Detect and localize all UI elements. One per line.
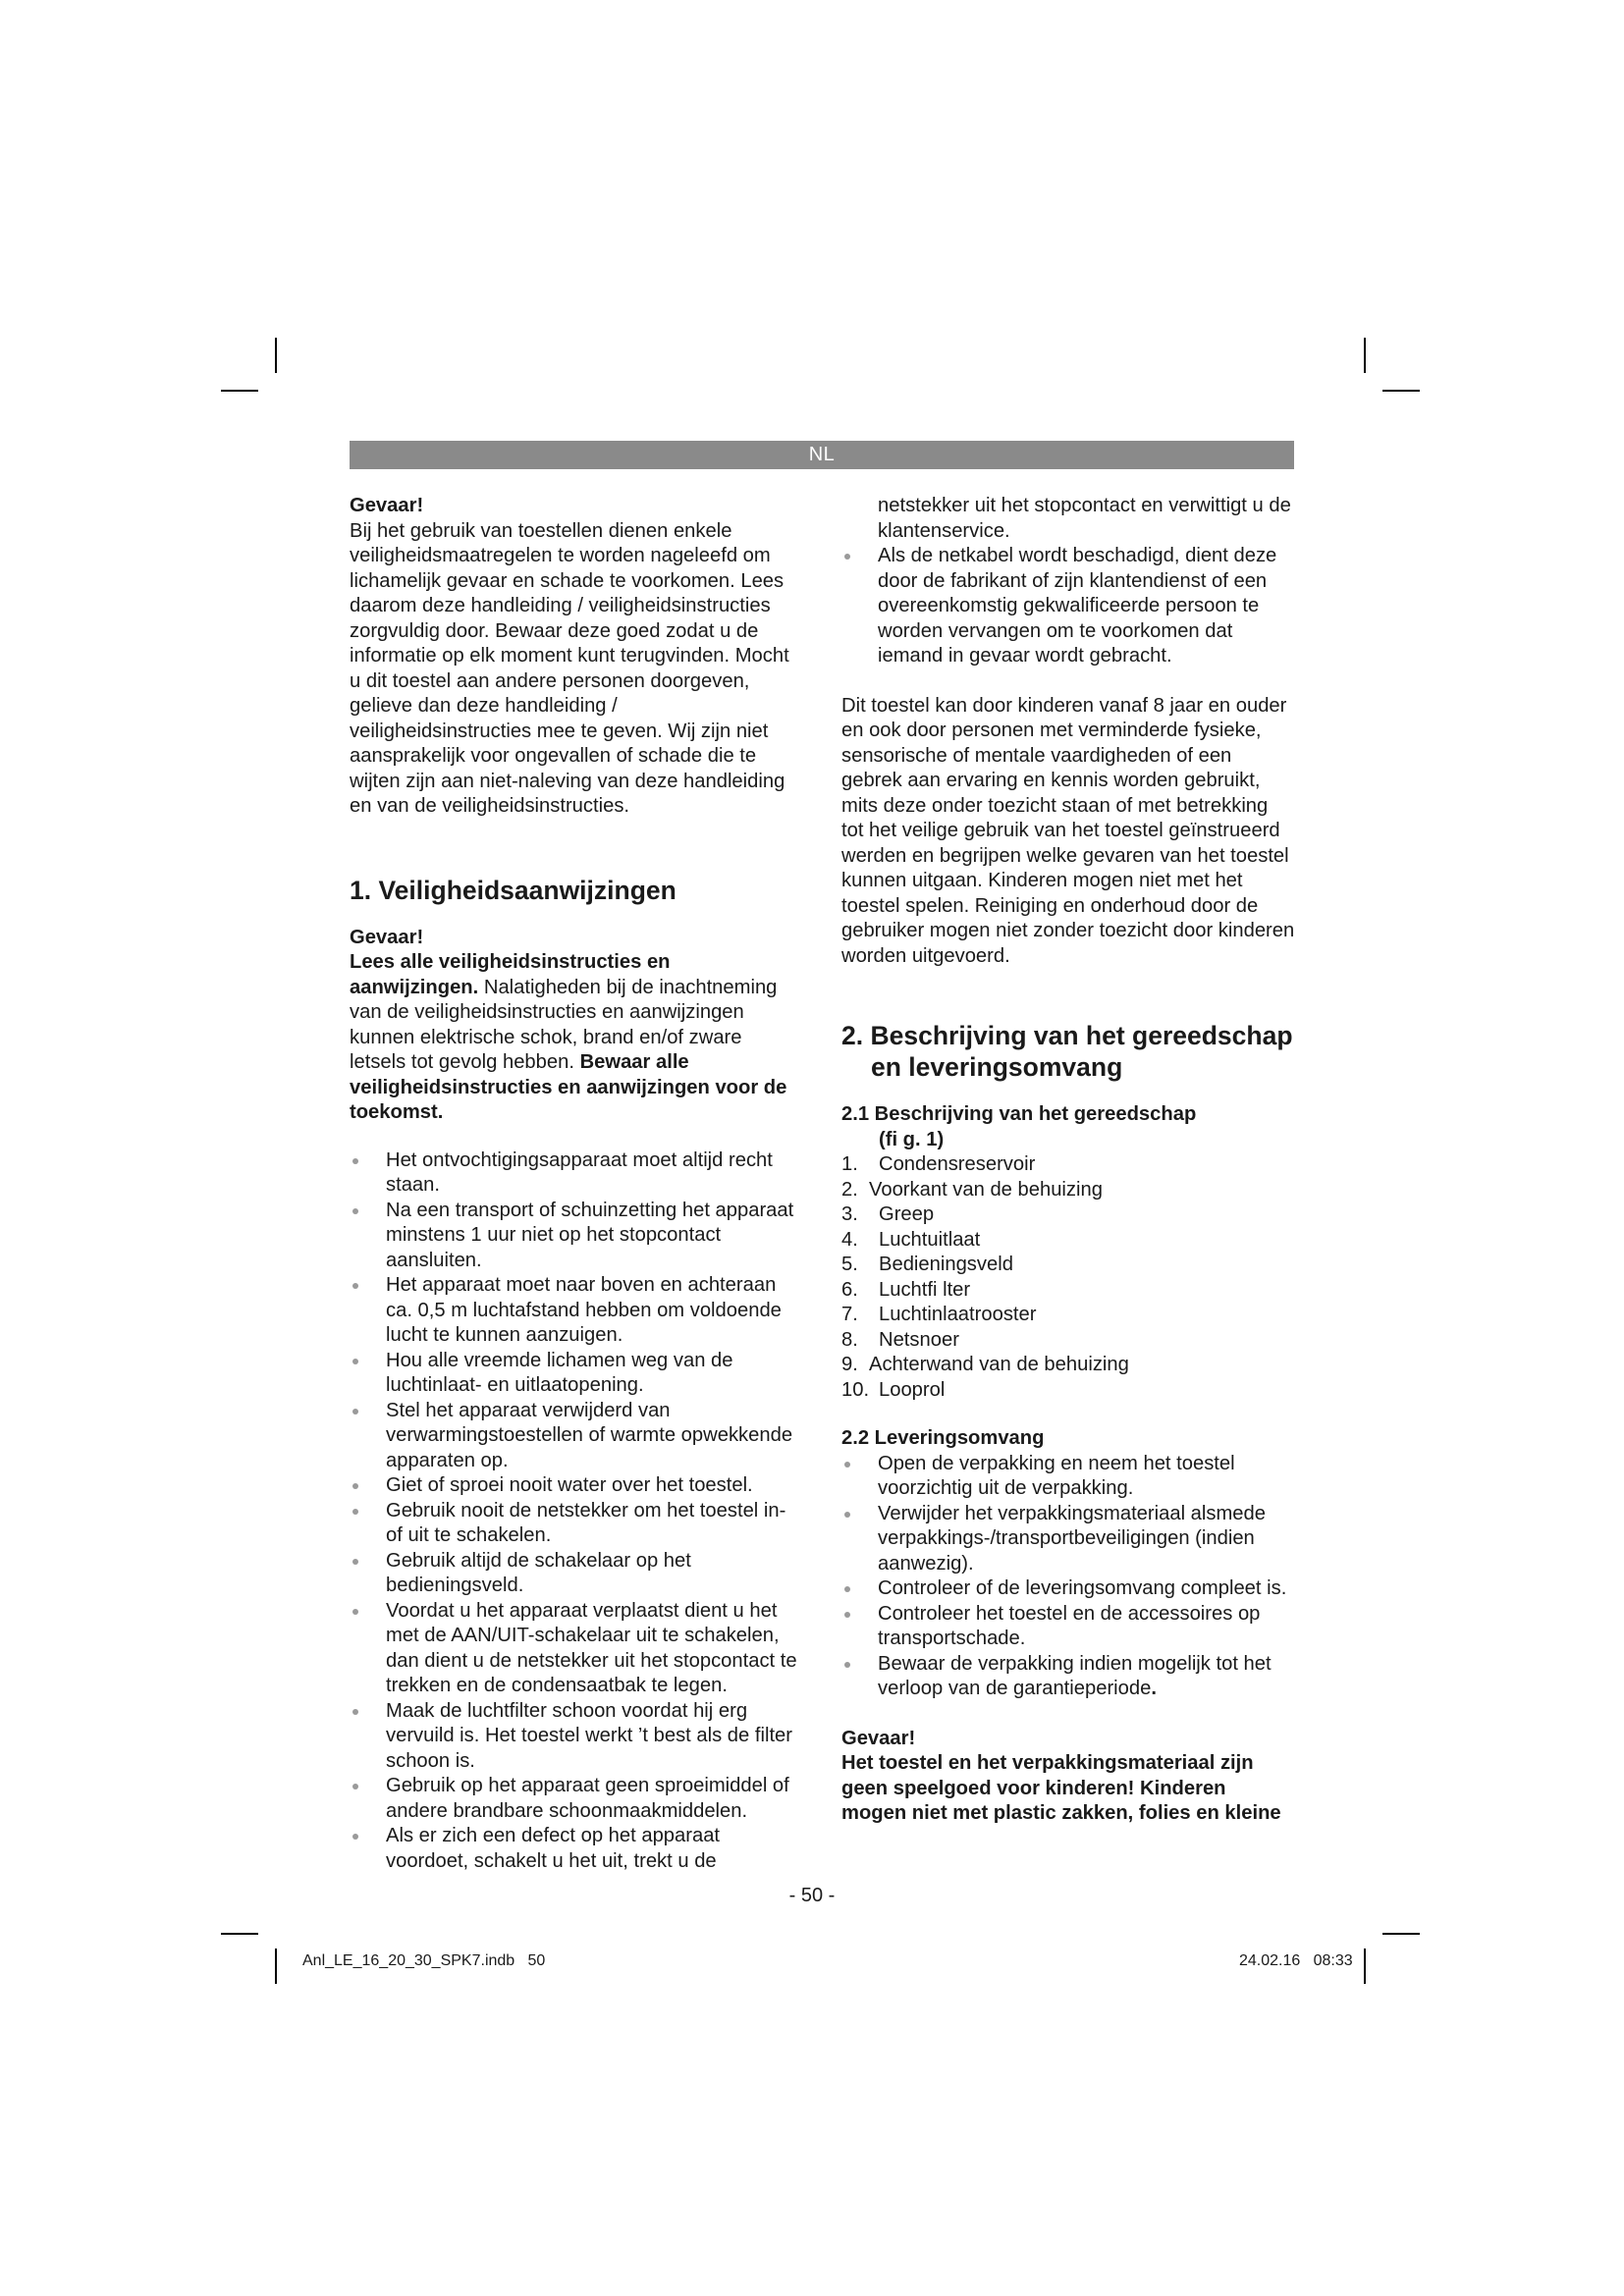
part-item	[841, 1202, 1295, 1228]
section-2-title	[841, 1020, 1295, 1083]
crop-mark	[221, 1933, 258, 1935]
part-item	[841, 1178, 1295, 1203]
crop-mark	[1382, 1933, 1420, 1935]
warning-bold-1: Lees alle veiligheidsinstructies en aanwijzingen.	[350, 951, 671, 998]
subsection-2-1-line-2: (fi g. 1)	[879, 1128, 945, 1150]
delivery-bullet: Controleer het toestel en de accessoires op transportschade.	[841, 1602, 1295, 1652]
part-label: Luchtinlaatrooster	[879, 1304, 1037, 1325]
parts-list	[841, 1152, 1295, 1403]
part-label: Luchtuitlaat	[879, 1228, 981, 1251]
part-number: 2.	[841, 1178, 858, 1201]
part-label: Achterwand van de behuizing	[869, 1354, 1129, 1375]
safety-bullet: Giet of sproei nooit water over het toestel.	[350, 1473, 801, 1499]
warning-paragraph	[350, 950, 801, 1126]
part-number: 3.	[841, 1203, 858, 1225]
subsection-2-2-title: 2.2 Leveringsomvang	[841, 1427, 1045, 1449]
file-info: Anl_LE_16_20_30_SPK7.indb 50	[302, 1952, 546, 1969]
part-label: Voorkant van de behuizing	[869, 1178, 1103, 1201]
part-number: 8.	[841, 1328, 858, 1351]
part-item	[841, 1253, 1295, 1278]
final-warning-heading: Gevaar!	[841, 1727, 916, 1749]
part-number: 9.	[841, 1354, 858, 1375]
part-label: Bedieningsveld	[879, 1254, 1013, 1275]
final-warning-text: Het toestel en het verpakkingsmateriaal zijn geen speelgoed voor kinderen! Kinderen mogen niet met plastic zakken, folies en kleine	[841, 1752, 1281, 1824]
safety-bullet: Na een transport of schuinzetting het apparaat minstens 1 uur niet op het stopcontact aansluiten.	[350, 1199, 801, 1274]
safety-bullet: Gebruik op het apparaat geen sproeimiddel of andere brandbare schoonmaakmiddelen.	[350, 1774, 801, 1824]
section-2-title-line-1: 2. Beschrijving van het gereedschap	[841, 1021, 1293, 1050]
safety-bullet: Stel het apparaat verwijderd van verwarmingstoestellen of warmte opwekkende apparaten op.	[350, 1399, 801, 1474]
crop-mark	[1364, 1949, 1366, 1984]
part-item	[841, 1378, 1295, 1404]
date-info: 24.02.16 08:33	[1239, 1952, 1353, 1969]
subsection-2-1-title	[841, 1102, 1295, 1152]
crop-mark	[275, 338, 277, 373]
intro-heading: Gevaar!	[350, 495, 424, 516]
part-label: Greep	[879, 1203, 935, 1225]
safety-bullet: Gebruik nooit de netstekker om het toestel in- of uit te schakelen.	[350, 1499, 801, 1549]
crop-mark	[275, 1949, 277, 1984]
part-item	[841, 1152, 1295, 1178]
safety-bullet: Voordat u het apparaat verplaatst dient u het met de AAN/UIT-schakelaar uit te schakelen, dan dient u de netstekker uit het stopcontact te trekken en de condensaatbak te legen.	[350, 1599, 801, 1699]
delivery-bullet-period: .	[1151, 1678, 1157, 1699]
delivery-bullet-text: Bewaar de verpakking indien mogelijk tot het verloop van de garantieperiode	[878, 1652, 1272, 1699]
part-label: Luchtfi lter	[879, 1278, 971, 1301]
part-number: 6.	[841, 1278, 858, 1301]
section-2-title-line-2: en leveringsomvang	[871, 1052, 1123, 1082]
part-label: Looprol	[879, 1378, 946, 1401]
intro-text: Bij het gebruik van toestellen dienen enkele veiligheidsmaatregelen te worden nageleefd om lichamelijk gevaar en schade te voorkomen. Lees daarom deze handleiding / veiligheidsinstructies zorgvuldig door. Bewaar deze goed zodat u de informatie op elk moment kunt terugvinden. Mocht u dit toestel aan andere personen doorgeven, gelieve dan deze handleiding / veiligheidsinstructies mee te geven. Wij zijn niet aansprakelijk voor ongevallen of schade die te wijten zijn aan niet-naleving van deze handleiding en van de veiligheidsinstructies.	[350, 519, 789, 817]
safety-bullet: Als er zich een defect op het apparaat voordoet, schakelt u het uit, trekt u de	[350, 1824, 801, 1874]
delivery-bullet: Controleer of de leveringsomvang compleet is.	[841, 1576, 1295, 1602]
safety-bullet: Het apparaat moet naar boven en achteraan ca. 0,5 m luchtafstand hebben om voldoende lucht te kunnen aanzuigen.	[350, 1273, 801, 1349]
part-number: 5.	[841, 1254, 858, 1275]
page-number: - 50 -	[788, 1885, 836, 1906]
part-number: 7.	[841, 1304, 858, 1325]
cable-bullet-list	[841, 544, 1295, 669]
safety-bullet: Hou alle vreemde lichamen weg van de luchtinlaat- en uitlaatopening.	[350, 1349, 801, 1399]
part-number: 4.	[841, 1228, 858, 1251]
warning-bold-2: Bewaar alle veiligheidsinstructies en aanwijzingen voor de toekomst.	[350, 1051, 787, 1123]
part-item	[841, 1303, 1295, 1328]
cable-bullet: Als de netkabel wordt beschadigd, dient deze door de fabrikant of zijn klantendienst of een overeenkomstig gekwalificeerde persoon te worden vervangen om te voorkomen dat iemand in gevaar wordt gebracht.	[841, 544, 1295, 669]
crop-mark	[1364, 338, 1366, 373]
part-item	[841, 1228, 1295, 1254]
delivery-bullet: Verwijder het verpakkingsmateriaal alsmede verpakkings-/transportbeveiligingen (indien aanwezig).	[841, 1502, 1295, 1577]
safety-bullet-list	[350, 1148, 801, 1875]
safety-bullet: Het ontvochtigingsapparaat moet altijd recht staan.	[350, 1148, 801, 1199]
safety-bullet: Maak de luchtfilter schoon voordat hij erg vervuild is. Het toestel werkt ’t best als de filter schoon is.	[350, 1699, 801, 1775]
continuation-text: netstekker uit het stopcontact en verwittigt u de klantenservice.	[878, 495, 1291, 542]
crop-mark	[221, 390, 258, 392]
delivery-bullet	[841, 1652, 1295, 1702]
left-column	[350, 494, 801, 1874]
part-number: 10.	[841, 1378, 870, 1401]
warning-text: Nalatigheden bij de inachtneming van de veiligheidsinstructies en aanwijzingen kunnen elektrische schok, brand en/of zware letsels tot gevolg hebben.	[350, 976, 778, 1073]
part-label: Netsnoer	[879, 1328, 959, 1351]
delivery-bullet-list	[841, 1452, 1295, 1702]
safety-bullet: Gebruik altijd de schakelaar op het bedieningsveld.	[350, 1549, 801, 1599]
section-1-title: 1. Veiligheidsaanwijzingen	[350, 875, 677, 905]
right-column	[841, 494, 1295, 1827]
subsection-2-1-line-1: 2.1 Beschrijving van het gereedschap	[841, 1103, 1197, 1125]
warning-heading: Gevaar!	[350, 926, 424, 948]
part-item	[841, 1328, 1295, 1354]
children-paragraph: Dit toestel kan door kinderen vanaf 8 jaar en ouder en ook door personen met verminderde fysieke, sensorische of mentale vaardigheden of een gebrek aan ervaring en kennis worden gebruikt, mits deze onder toezicht staan of met betrekking tot het veilige gebruik van het toestel geïnstrueerd werden en begrijpen welke gevaren van het toestel kunnen uitgaan. Kinderen mogen niet met het toestel spelen. Reiniging en onderhoud door de gebruiker mogen niet zonder toezicht door kinderen worden uitgevoerd.	[841, 694, 1295, 967]
part-label: Condensreservoir	[879, 1153, 1036, 1175]
part-number: 1.	[841, 1153, 858, 1175]
language-label: NL	[808, 444, 836, 465]
crop-mark	[1382, 390, 1420, 392]
delivery-bullet: Open de verpakking en neem het toestel voorzichtig uit de verpakking.	[841, 1452, 1295, 1502]
part-item	[841, 1353, 1295, 1378]
language-header-bar	[350, 441, 1294, 469]
part-item	[841, 1278, 1295, 1304]
